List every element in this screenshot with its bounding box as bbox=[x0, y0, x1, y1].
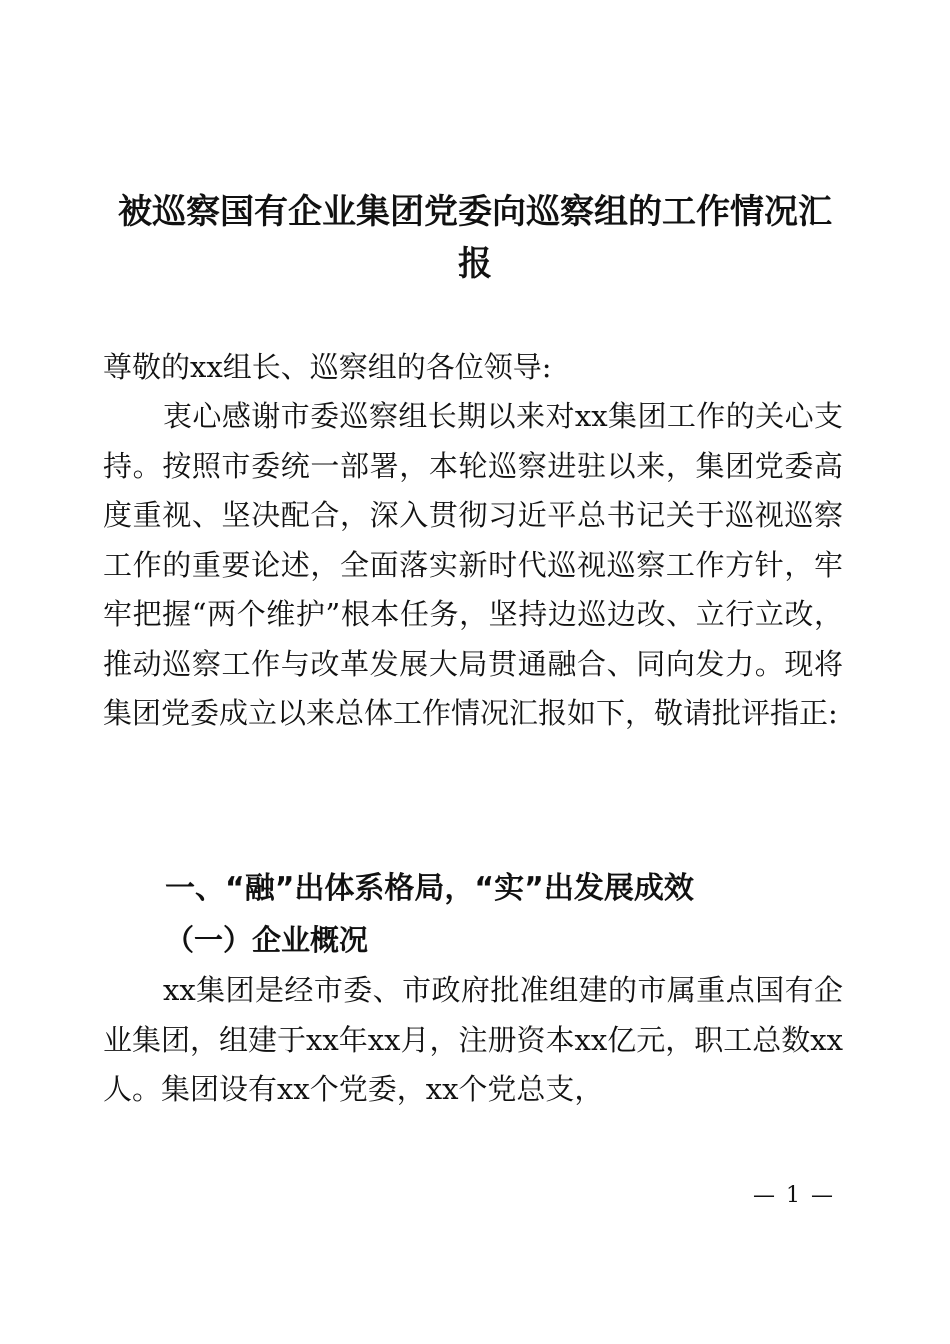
salutation: 尊敬的xx组长、巡察组的各位领导: bbox=[103, 350, 552, 384]
company-overview-paragraph: xx集团是经市委、市政府批准组建的市属重点国有企业集团，组建于xx年xx月，注册资本xx亿元，职工总数xx人。集团设有xx个党委，xx个党总支， bbox=[103, 973, 843, 1106]
subsection-heading-1: （一）企业概况 bbox=[165, 923, 369, 957]
section-heading-1: 一、“融”出体系格局，“实”出发展成效 bbox=[165, 871, 694, 906]
document-title-line-2: 报 bbox=[458, 244, 492, 284]
intro-paragraph: 衷心感谢市委巡察组长期以来对xx集团工作的关心支持。按照市委统一部署，本轮巡察进驻以来，集团党委高度重视、坚决配合，深入贯彻习近平总书记关于巡视巡察工作的重要论述，全面落实新时代巡视巡察工作方针，牢牢把握“两个维护”根本任务，坚持边巡边改、立行立改，推动巡察工作与改革发展大局贯通融合、同向发力。现将集团党委成立以来总体工作情况汇报如下，敬请批评指正: bbox=[103, 399, 843, 730]
page-number: — 1 — bbox=[753, 1183, 835, 1208]
document-title-line-1: 被巡察国有企业集团党委向巡察组的工作情况汇 bbox=[118, 192, 832, 232]
